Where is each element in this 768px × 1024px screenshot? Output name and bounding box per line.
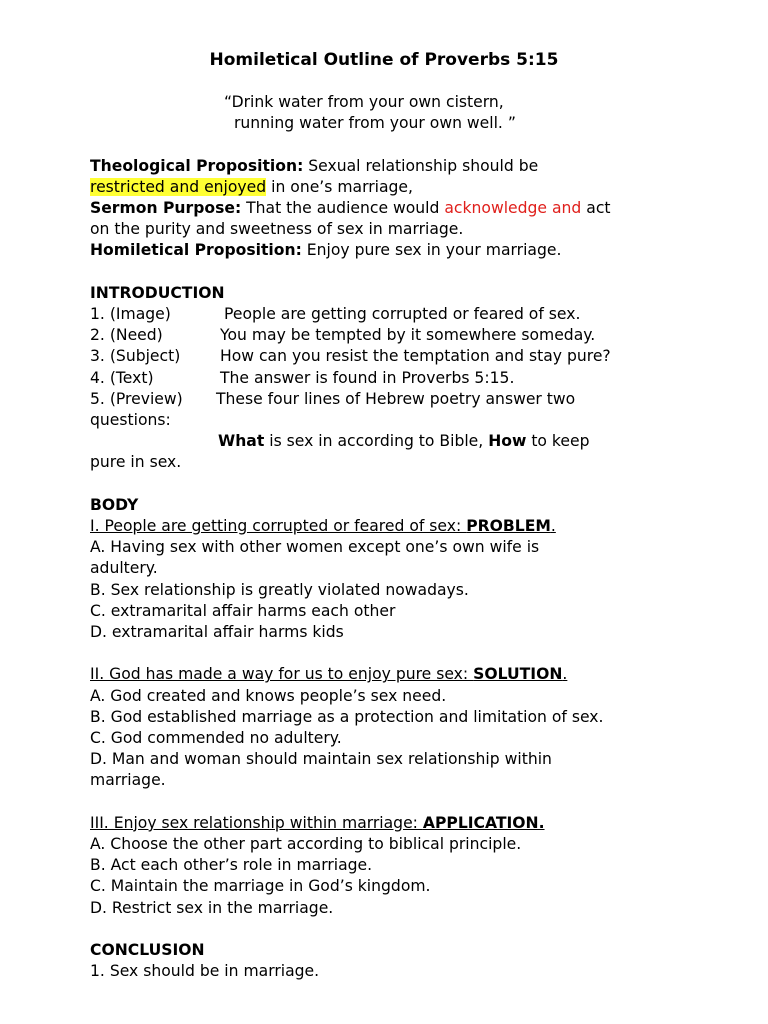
list-item: D. extramarital affair harms kids [90,623,344,642]
list-item: D. Man and woman should maintain sex relationship within [90,750,552,769]
section-1-title: I. People are getting corrupted or feared of sex: PROBLEM. [90,517,556,536]
list-item: C. God commended no adultery. [90,729,342,748]
list-item: A. Having sex with other women except one’s own wife is [90,538,540,557]
homiletical-proposition [90,240,718,261]
intro-preview-cont: questions: [90,411,171,430]
list-item: A. God created and knows people’s sex need. [90,686,447,705]
quote-line-1: “Drink water from your own cistern, [224,93,504,111]
intro-item: 2. (Need) You may be tempted by it somewhere someday. [90,326,596,345]
introduction-heading: INTRODUCTION [90,283,225,302]
intro-item: 1. (Image) People are getting corrupted or feared of sex. [90,305,581,323]
section-3-title: III. Enjoy sex relationship within marriage: APPLICATION. [90,813,545,832]
scripture-quote [90,92,718,134]
purpose-red-phrase: acknowledge and [444,199,582,217]
theological-label: Theological Proposition: [90,156,304,175]
list-item: B. God established marriage as a protection and limitation of sex. [90,707,604,726]
body-heading: BODY [90,495,139,514]
quote-line-2: running water from your own well. ” [234,114,516,133]
purpose-text-2: act [581,199,611,217]
theological-text-2: in one’s marriage, [266,177,413,196]
purpose-text-1: That the audience would [241,199,445,217]
section-2-title: II. God has made a way for us to enjoy pure sex: SOLUTION. [90,665,568,684]
intro-item: 4. (Text) The answer is found in Proverbs 5:15. [90,368,515,387]
list-item: 1. Sex should be in marriage. [90,962,320,981]
purpose-label: Sermon Purpose: [90,199,242,217]
conclusion-heading: CONCLUSION [90,941,205,960]
list-item: B. Sex relationship is greatly violated nowadays. [90,580,469,599]
homiletical-label: Homiletical Proposition: [90,241,302,260]
list-item: C. extramarital affair harms each other [90,601,396,620]
list-item: marriage. [90,771,166,790]
highlighted-phrase: restricted and enjoyed [90,177,267,196]
list-item: D. Restrict sex in the marriage. [90,898,334,917]
intro-item: 5. (Preview) These four lines of Hebrew poetry answer two [90,389,576,408]
homiletical-text: Enjoy pure sex in your marriage. [301,241,562,260]
list-item: A. Choose the other part according to biblical principle. [90,835,522,854]
list-item: B. Act each other’s role in marriage. [90,856,373,875]
theological-text-1: Sexual relationship should be [303,156,539,175]
list-item: adultery. [90,559,158,578]
theological-proposition-cont [90,177,718,198]
sermon-purpose [90,198,718,219]
intro-item: 3. (Subject) How can you resist the temptation and stay pure? [90,347,611,366]
intro-questions: What is sex in according to Bible, How to keep [218,432,590,451]
theological-proposition [90,156,718,177]
list-item: C. Maintain the marriage in God’s kingdom. [90,877,431,896]
sermon-purpose-cont: on the purity and sweetness of sex in marriage. [90,220,464,239]
document-title: Homiletical Outline of Proverbs 5:15 [209,50,559,70]
intro-questions-cont: pure in sex. [90,453,182,472]
